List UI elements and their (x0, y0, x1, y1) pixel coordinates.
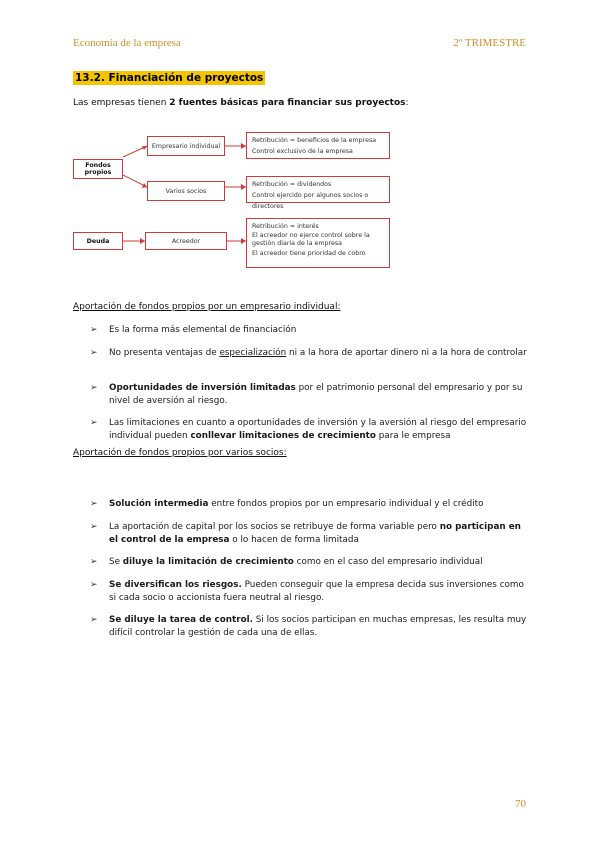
list-item: ➢ Es la forma más elemental de financiación (90, 325, 297, 335)
node-acreedor: Acreedor (145, 232, 227, 250)
list-item: ➢ Oportunidades de inversión limitadas por el patrimonio personal del empresario y por su nivel de aversión al riesgo. (90, 383, 523, 406)
page-number: 70 (515, 798, 526, 810)
intro-text: Las empresas tienen 2 fuentes básicas para financiar sus proyectos: (73, 98, 409, 108)
list-item: ➢ Se diluye la tarea de control. Si los socios participan en muchas empresas, les resulta muy difícil controlar la gestión de cada una de ellas. (90, 615, 527, 638)
arrow-bullet-icon: ➢ (90, 325, 98, 335)
list-item: ➢ La aportación de capital por los socios se retribuye de forma variable pero no participan en el control de la empresa o lo hacen de forma limitada (90, 522, 521, 545)
header-subject: Economía de la empresa (73, 37, 181, 49)
node-deuda: Deuda (73, 232, 123, 250)
list-item: ➢ No presenta ventajas de especialización ni a la hora de aportar dinero ni a la hora de controlar (90, 348, 527, 358)
node-empresario-individual: Empresario individual (147, 136, 225, 156)
node-varios-socios: Varios socios (147, 181, 225, 201)
subtitle-empresario-individual: Aportación de fondos propios por un empresario individual: (73, 302, 341, 312)
desc-empresario: Retribución = beneficios de la empresa Control exclusivo de la empresa (246, 132, 390, 159)
subtitle-varios-socios: Aportación de fondos propios por varios socios: (73, 448, 287, 458)
node-fondos-propios: Fondos propios (73, 159, 123, 179)
desc-acreedor: Retribución = interés El acreedor no ejerce control sobre la gestión diaria de la empresa El acreedor tiene prioridad de cobro (246, 218, 390, 268)
arrow-bullet-icon: ➢ (90, 557, 98, 567)
arrow-bullet-icon: ➢ (90, 580, 98, 590)
list-item: ➢ Solución intermedia entre fondos propios por un empresario individual y el crédito (90, 499, 484, 509)
arrow-bullet-icon: ➢ (90, 522, 98, 532)
section-title: 13.2. Financiación de proyectos (75, 72, 264, 84)
list-item: ➢ Se diluye la limitación de crecimiento como en el caso del empresario individual (90, 557, 483, 567)
arrow-bullet-icon: ➢ (90, 348, 98, 358)
arrow-bullet-icon: ➢ (90, 615, 98, 625)
arrow-bullet-icon: ➢ (90, 383, 98, 393)
arrow-bullet-icon: ➢ (90, 418, 98, 428)
list-item: ➢ Las limitaciones en cuanto a oportunidades de inversión y la aversión al riesgo del empresario individual pueden conllevar limitaciones de crecimiento para le empresa (90, 418, 527, 441)
desc-socios: Retribución = dividendos Control ejercido por algunos socios o directores (246, 176, 390, 203)
arrow-bullet-icon: ➢ (90, 499, 98, 509)
list-item: ➢ Se diversifican los riesgos. Pueden conseguir que la empresa decida sus inversiones como si cada socio o accionista fuera neutral al riesgo. (90, 580, 524, 603)
header-term: 2º TRIMESTRE (453, 37, 526, 49)
